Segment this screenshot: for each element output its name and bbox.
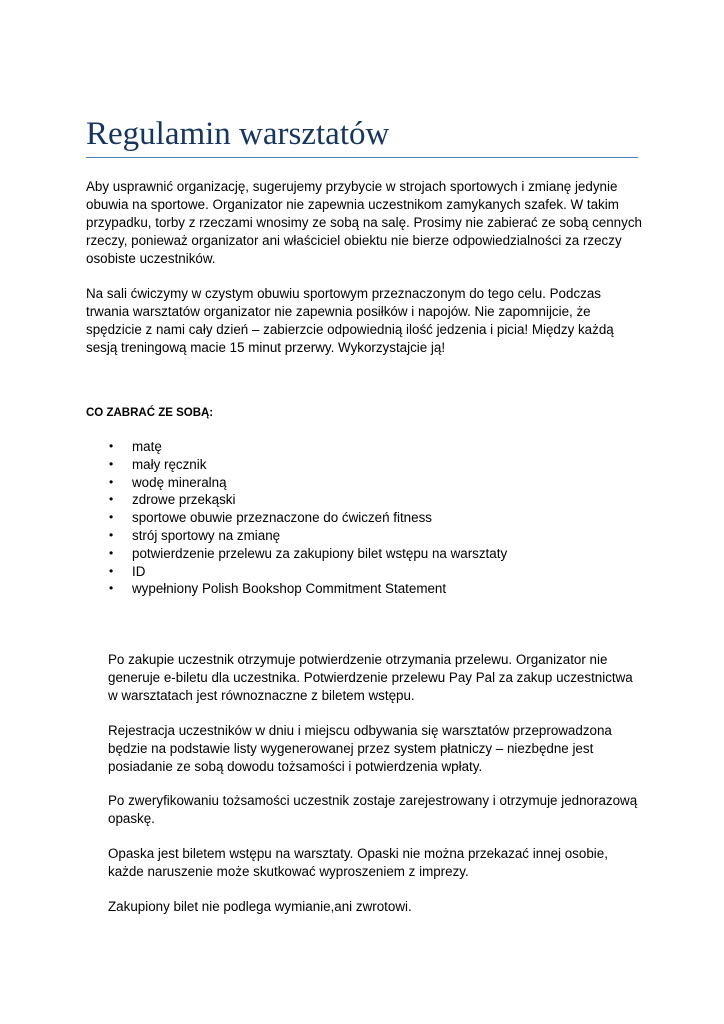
packing-list-heading: CO ZABRAĆ ZE SOBĄ:: [86, 407, 214, 419]
list-item: [86, 563, 507, 581]
wristband-paragraph: Po zweryfikowaniu tożsamości uczestnik zostaje zarejestrowany i otrzymuje jednorazową opaskę.: [108, 793, 638, 826]
list-item-label: strój sportowy na zmianę: [132, 527, 281, 543]
list-item-label: wodę mineralną: [132, 474, 227, 490]
list-item: [86, 456, 507, 474]
list-item: [86, 527, 507, 545]
refund-paragraph: Zakupiony bilet nie podlega wymianie,ani zwrotowi.: [108, 899, 412, 914]
bullet-icon: •: [109, 545, 114, 560]
list-item-label: ID: [132, 563, 146, 579]
bullet-icon: •: [109, 492, 114, 507]
list-item-label: zdrowe przekąski: [132, 492, 236, 508]
ticket-paragraph: Opaska jest biletem wstępu na warsztaty. Opaski nie można przekazać innej osobie, każde naruszenie może skutkować wyproszeniem z imprezy.: [108, 846, 608, 879]
list-item: [86, 509, 507, 527]
list-item: [86, 474, 507, 492]
bullet-icon: •: [109, 439, 114, 453]
list-item: [86, 438, 507, 456]
hall-rules-paragraph: Na sali ćwiczymy w czystym obuwiu sportowym przeznaczonym do tego celu. Podczas trwania warsztatów organizator nie zapewnia posiłków i napojów. Nie zapomnijcie, że spędzicie z nami cały dzień – zabierzcie odpowiednią ilość jedzenia i picia! Między każdą sesją treningową macie 15 minut przerwy. Wykorzystajcie ją!: [86, 286, 614, 355]
list-item: [86, 545, 507, 563]
bullet-icon: •: [109, 581, 114, 596]
packing-list: [86, 438, 507, 598]
intro-paragraph: Aby usprawnić organizację, sugerujemy przybycie w strojach sportowych i zmianę jedynie obuwia na sportowe. Organizator nie zapewnia uczestnikom zamykanych szafek. W takim przypadku, torby z rzeczami wnosimy ze sobą na salę. Prosimy nie zabierać ze sobą cennych rzeczy, ponieważ organizator ani właściciel obiektu nie bierze odpowiedzialności za rzeczy osobiste uczestników.: [86, 179, 642, 266]
registration-paragraph: Rejestracja uczestników w dniu i miejscu odbywania się warsztatów przeprowadzona będzie na podstawie listy wygenerowanej przez system płatniczy – niezbędne jest posiadanie ze sobą dowodu tożsamości i potwierdzenia wpłaty.: [108, 723, 612, 774]
list-item-label: wypełniony Polish Bookshop Commitment Statement: [132, 581, 447, 597]
list-item-label: sportowe obuwie przeznaczone do ćwiczeń fitness: [132, 510, 432, 526]
page-title: Regulamin warsztatów: [86, 116, 390, 152]
title-underline: [86, 157, 638, 158]
bullet-icon: •: [109, 474, 114, 489]
list-item-label: matę: [132, 439, 162, 454]
bullet-icon: •: [109, 510, 114, 525]
list-item-label: mały ręcznik: [132, 456, 207, 472]
list-item-label: potwierdzenie przelewu za zakupiony bilet wstępu na warsztaty: [132, 545, 508, 561]
list-item: [86, 491, 507, 509]
payment-paragraph: Po zakupie uczestnik otrzymuje potwierdzenie otrzymania przelewu. Organizator nie generuje e-biletu dla uczestnika. Potwierdzenie przelewu Pay Pal za zakup uczestnictwa w warsztatach jest równoznaczne z biletem wstępu.: [108, 652, 633, 703]
bullet-icon: •: [109, 456, 114, 471]
bullet-icon: •: [109, 527, 114, 542]
bullet-icon: •: [109, 563, 114, 578]
list-item: [86, 580, 507, 598]
